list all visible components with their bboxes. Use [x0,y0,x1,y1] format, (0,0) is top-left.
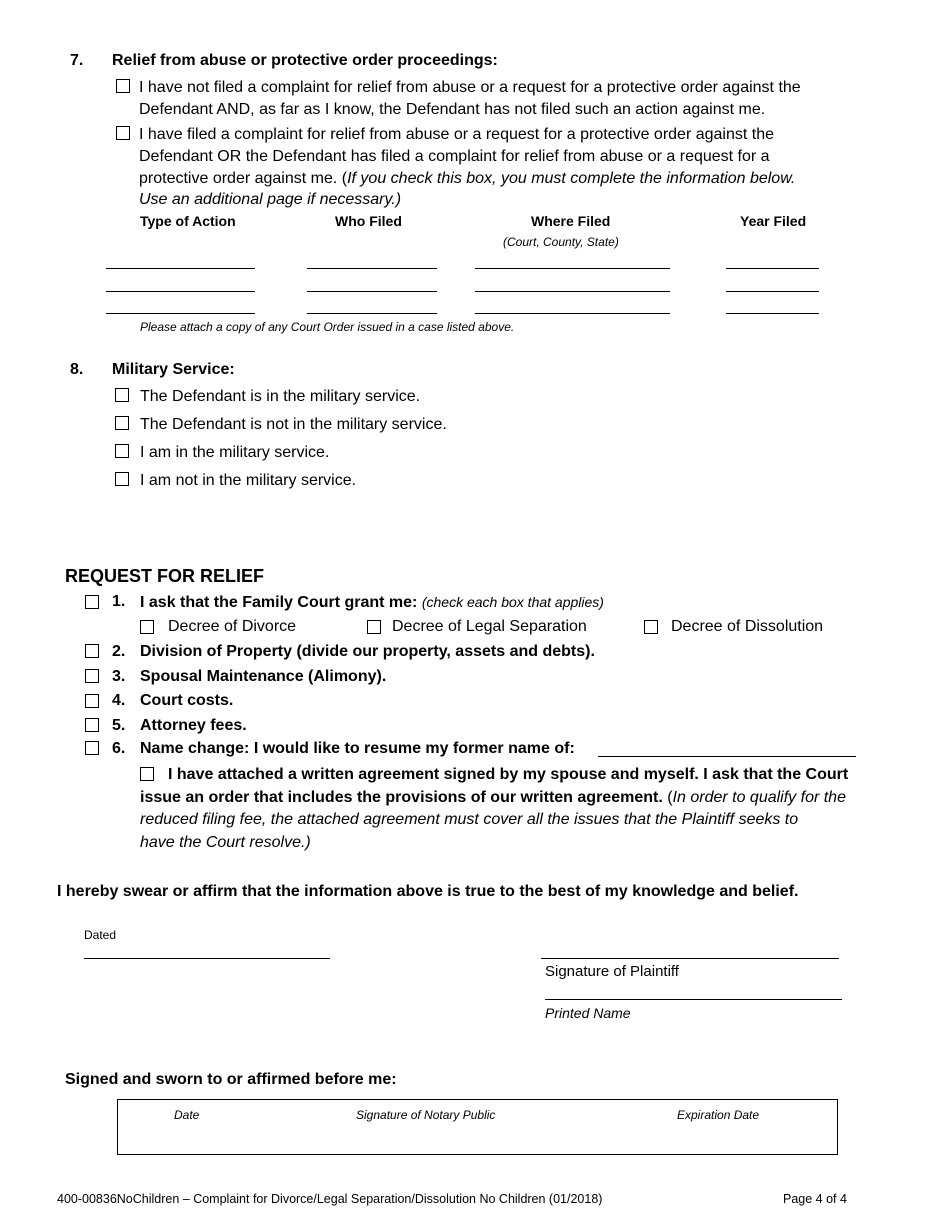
printed-name-input[interactable] [545,999,842,1000]
blank-year-row3[interactable] [726,313,819,314]
section-8-number: 8. [70,361,84,378]
option-not-filed-line1: I have not filed a complaint for relief from abuse or a request for a protective order against the [139,79,801,96]
blank-who-row1[interactable] [307,268,437,269]
relief-5-label: Attorney fees. [140,717,247,734]
checkbox-filed-protective[interactable] [116,126,130,140]
blank-type-row3[interactable] [106,313,255,314]
footer-form-id: 400-00836NoChildren – Complaint for Divorce/Legal Separation/Dissolution No Children (01/2018) [57,1192,603,1206]
relief-4-number: 4. [112,692,126,709]
header-where-filed: Where Filed [531,213,611,229]
header-year-filed: Year Filed [740,213,807,229]
option-filed-line3: protective order against me. (If you check this box, you must complete the information below. [139,170,796,187]
option-defendant-not-military: The Defendant is not in the military service. [140,416,447,433]
section-7-heading: Relief from abuse or protective order proceedings: [112,52,498,69]
header-who-filed: Who Filed [335,213,402,229]
oath-statement: I hereby swear or affirm that the information above is true to the best of my knowledge and belief. [57,883,799,900]
notary-expiration-label: Expiration Date [677,1108,760,1122]
relief-5-number: 5. [112,717,126,734]
blank-year-row2[interactable] [726,291,819,292]
header-type-of-action: Type of Action [140,213,236,229]
dated-label: Dated [84,928,117,942]
checkbox-relief-4[interactable] [85,694,99,708]
plaintiff-signature-input[interactable] [541,958,839,959]
footer-page-number: Page 4 of 4 [783,1192,847,1206]
blank-who-row3[interactable] [307,313,437,314]
blank-type-row2[interactable] [106,291,255,292]
decree-dissolution-label: Decree of Dissolution [671,618,824,635]
option-filed-line2: Defendant OR the Defendant has filed a complaint for relief from abuse or a request for a [139,148,770,165]
relief-2-number: 2. [112,643,126,660]
checkbox-written-agreement[interactable] [140,767,154,781]
relief-6-label: Name change: I would like to resume my former name of: [140,740,575,757]
notary-signature-label: Signature of Notary Public [356,1108,496,1122]
notary-box [117,1099,838,1155]
attach-court-order-note: Please attach a copy of any Court Order issued in a case listed above. [140,320,515,334]
checkbox-relief-6[interactable] [85,741,99,755]
relief-3-number: 3. [112,668,126,685]
request-for-relief-heading: REQUEST FOR RELIEF [65,566,265,586]
option-filed-line4: Use an additional page if necessary.) [139,191,402,208]
agreement-line3: reduced filing fee, the attached agreement must cover all the issues that the Plaintiff seeks to [140,811,799,828]
checkbox-relief-2[interactable] [85,644,99,658]
option-not-filed-line2: Defendant AND, as far as I know, the Defendant has not filed such an action against me. [139,101,766,118]
relief-1-label: I ask that the Family Court grant me: (check each box that applies) [140,594,604,611]
relief-2-label: Division of Property (divide our property, assets and debts). [140,643,595,660]
section-7-number: 7. [70,52,84,69]
relief-6-number: 6. [112,740,126,757]
checkbox-plaintiff-military[interactable] [115,444,129,458]
decree-divorce-label: Decree of Divorce [168,618,297,635]
agreement-line2: issue an order that includes the provisions of our written agreement. (In order to qualify for the [140,789,846,806]
relief-3-label: Spousal Maintenance (Alimony). [140,668,387,685]
option-plaintiff-military: I am in the military service. [140,444,330,461]
blank-who-row2[interactable] [307,291,437,292]
blank-type-row1[interactable] [106,268,255,269]
checkbox-relief-1[interactable] [85,595,99,609]
decree-legal-separation-label: Decree of Legal Separation [392,618,587,635]
checkbox-defendant-military[interactable] [115,388,129,402]
notary-heading: Signed and sworn to or affirmed before me: [65,1071,397,1088]
former-name-input[interactable] [598,756,856,757]
option-defendant-military: The Defendant is in the military service. [140,388,421,405]
printed-name-label: Printed Name [545,1005,631,1021]
blank-where-row3[interactable] [475,313,670,314]
dated-input[interactable] [84,958,330,959]
checkbox-not-filed-protective[interactable] [116,79,130,93]
checkbox-decree-dissolution[interactable] [644,620,658,634]
blank-where-row2[interactable] [475,291,670,292]
plaintiff-signature-label: Signature of Plaintiff [545,963,679,980]
checkbox-relief-5[interactable] [85,718,99,732]
blank-where-row1[interactable] [475,268,670,269]
where-filed-subheader: (Court, County, State) [503,235,619,249]
option-filed-line1: I have filed a complaint for relief from abuse or a request for a protective order against the [139,126,774,143]
checkbox-decree-legal-separation[interactable] [367,620,381,634]
agreement-line4: have the Court resolve.) [140,834,311,851]
checkbox-defendant-not-military[interactable] [115,416,129,430]
checkbox-relief-3[interactable] [85,669,99,683]
section-8-heading: Military Service: [112,361,235,378]
relief-1-number: 1. [112,593,126,610]
blank-year-row1[interactable] [726,268,819,269]
checkbox-plaintiff-not-military[interactable] [115,472,129,486]
relief-4-label: Court costs. [140,692,234,709]
checkbox-decree-divorce[interactable] [140,620,154,634]
notary-date-label: Date [174,1108,200,1122]
agreement-line1: I have attached a written agreement signed by my spouse and myself. I ask that the Court [168,766,849,783]
option-plaintiff-not-military: I am not in the military service. [140,472,357,489]
